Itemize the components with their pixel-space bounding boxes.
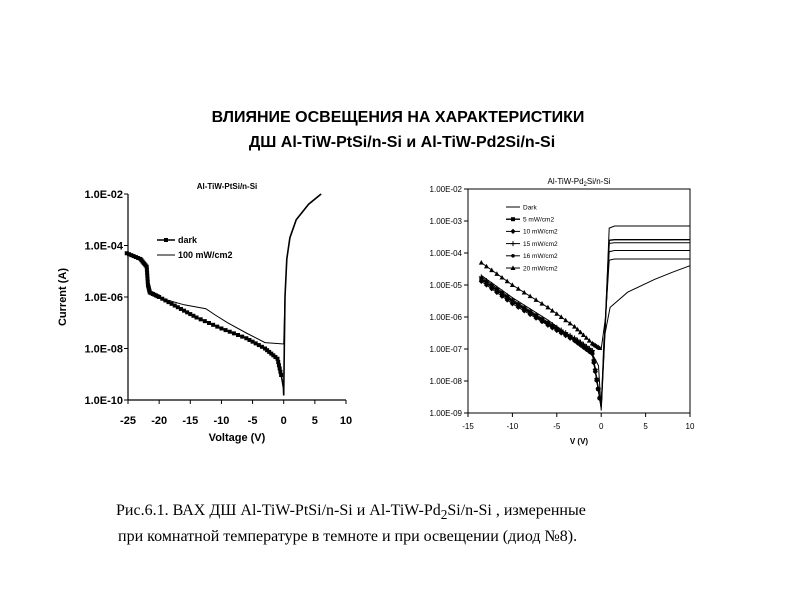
chart1-x-tick-label: -15 (182, 415, 199, 427)
chart2-series-16-mw-cm2-marker (555, 327, 559, 331)
chart1-x-tick-label: 5 (311, 415, 318, 427)
chart2-series-20-mw-cm2-marker (505, 279, 510, 284)
chart2-legend-marker (511, 254, 515, 258)
chart2-y-tick-label: 1.00E-03 (429, 216, 462, 226)
chart2-legend-label-10-mw-cm2: 10 mW/cm2 (523, 228, 558, 236)
chart2-series-20-mw-cm2-marker (559, 314, 564, 319)
chart1-series-100-mw-cm2-line (127, 194, 321, 344)
chart2-y-tick-label: 1.00E-02 (429, 184, 462, 194)
chart2-series-20-mw-cm2-marker (550, 308, 555, 313)
chart2-legend-label-5-mw-cm2: 5 mW/cm2 (523, 216, 555, 224)
chart2-legend-marker (511, 241, 516, 246)
chart2-series-16-mw-cm2-marker (593, 368, 597, 372)
chart2-x-tick-label: 10 (685, 422, 695, 431)
figure-caption-line-2: при комнатной температуре в темноте и при освещении (диод №8). (118, 528, 578, 545)
chart2-title: $Al-TiW-Pd_2Si/n-Si$ (547, 177, 611, 188)
chart2-y-tick-label: 1.00E-08 (429, 376, 462, 386)
slide-title-line-1: ВЛИЯНИЕ ОСВЕЩЕНИЯ НА ХАРАКТЕРИСТИКИ (211, 109, 585, 126)
chart2-plot-frame (468, 189, 690, 413)
chart1-title: Al-TiW-PtSi/n-Si (196, 182, 258, 191)
chart2-series-16-mw-cm2-marker (579, 342, 583, 346)
chart2-series-16-mw-cm2-marker (559, 329, 563, 333)
chart1-legend-label-dark: dark (178, 235, 198, 246)
chart2-x-tick-label: -5 (553, 422, 561, 431)
chart1-series-dark-marker (224, 328, 228, 332)
chart2-series-20-mw-cm2-marker (500, 275, 505, 280)
chart1-y-tick-label: 1.0E-04 (84, 240, 123, 253)
chart2-legend-label-16-mw-cm2: 16 mW/cm2 (523, 253, 558, 261)
chart2-series-20-mw-cm2-marker (554, 311, 559, 316)
chart2-series-20-mw-cm2-marker (528, 294, 533, 299)
chart2-legend-label-15-mw-cm2: 15 mW/cm2 (523, 240, 558, 248)
chart2-series-16-mw-cm2-marker (480, 277, 484, 281)
chart1-x-tick-label: 10 (339, 415, 353, 427)
chart2-series-16-mw-cm2-marker (517, 303, 521, 307)
chart2-series-16-mw-cm2-marker (591, 349, 595, 353)
chart2-x-tick-label: -10 (506, 422, 519, 431)
chart2-series-16-mw-cm2-marker (598, 396, 602, 400)
chart2-series-16-mw-cm2-marker (528, 310, 532, 314)
chart1-y-tick-label: 1.0E-06 (84, 291, 123, 304)
chart1-series-dark-marker (228, 330, 232, 334)
chart2-series-20-mw-cm2-marker (534, 297, 539, 302)
chart1-x-tick-label: -10 (213, 415, 230, 427)
chart2-x-tick-label: -15 (462, 422, 474, 431)
chart1-series-dark-marker (195, 315, 199, 319)
chart2-x-axis-label: V (V) (569, 437, 589, 446)
chart2-series-16-mw-cm2-marker (592, 359, 596, 363)
chart2-series-5-mw-cm2-line (481, 240, 690, 408)
chart2-y-tick-label: 1.00E-04 (429, 248, 462, 258)
chart2-series-16-mw-cm2-marker (522, 306, 526, 310)
chart2-series-20-mw-cm2-marker (540, 301, 545, 306)
chart2-series-15-mw-cm2-line (481, 226, 690, 407)
chart1-series-dark-marker (215, 325, 219, 329)
chart1-series-dark-marker (240, 335, 244, 339)
chart1-series-dark-marker (203, 319, 207, 323)
chart2-series-16-mw-cm2-marker (505, 295, 509, 299)
chart1-series-dark-marker (211, 323, 215, 327)
chart2-x-tick-label: 5 (643, 422, 648, 431)
chart2-series-20-mw-cm2-marker (484, 264, 489, 269)
chart2-series-20-mw-cm2-marker (494, 271, 499, 276)
chart1-y-tick-label: 1.0E-08 (84, 343, 123, 356)
chart2-series-20-mw-cm2-marker (545, 305, 550, 310)
chart2-series-20-mw-cm2-marker (510, 282, 515, 287)
chart2-x-tick-label: 0 (598, 422, 604, 431)
chart2-y-tick-label: 1.00E-06 (429, 312, 462, 322)
chart1-x-tick-label: 0 (280, 415, 287, 427)
chart2-legend-label-dark: Dark (523, 204, 537, 212)
chart2-series-16-mw-cm2-marker (585, 345, 589, 349)
chart2-series-20-mw-cm2-marker (479, 260, 484, 265)
chart2-series-20-mw-cm2-marker (489, 267, 494, 272)
chart2-series-16-mw-cm2-marker (490, 284, 494, 288)
chart2-series-16-mw-cm2-marker (485, 280, 489, 284)
chart2-series-16-mw-cm2-marker (546, 321, 550, 325)
chart2-series-16-mw-cm2-marker (595, 378, 599, 382)
chart2-legend-label-20-mw-cm2: 20 mW/cm2 (523, 265, 558, 273)
caption-subscript: 2 (440, 507, 448, 523)
chart2-series-20-mw-cm2-marker (516, 286, 521, 291)
chart1-series-dark-marker (236, 333, 240, 337)
chart1-y-tick-label: 1.0E-10 (84, 394, 123, 407)
chart2-y-tick-label: 1.00E-07 (429, 344, 462, 354)
chart2-series-16-mw-cm2-marker (551, 324, 555, 328)
chart1-series-dark-marker (219, 326, 223, 330)
slide-title-line-2: ДШ Al-TiW-PtSi/n-Si и Al-TiW-Pd2Si/n-Si (248, 134, 556, 151)
figure-caption-line-1 (116, 502, 586, 523)
chart1-series-dark-marker (207, 321, 211, 325)
chart2-series-16-mw-cm2-marker (534, 314, 538, 318)
caption-part-a: Рис.6.1. ВАХ ДШ Al-TiW-PtSi/n-Si и Al-TiW-Pd (116, 502, 441, 519)
chart2-series-16-mw-cm2-marker (540, 317, 544, 321)
chart1-legend-marker (164, 238, 168, 242)
chart1-x-axis-label: Voltage (V) (208, 432, 266, 444)
chart2-legend-marker (510, 229, 515, 234)
chart1-x-tick-label: -5 (247, 415, 258, 427)
chart1-legend-label-100-mw-cm2: 100 mW/cm2 (178, 250, 233, 261)
chart2-series-16-mw-cm2-marker (500, 292, 504, 296)
chart2-series-20-mw-cm2-marker (522, 290, 527, 295)
caption-part-b: Si/n-Si , измеренные (447, 502, 586, 519)
chart2-series-20-mw-cm2-marker (563, 318, 568, 323)
chart2-series-16-mw-cm2-marker (573, 338, 577, 342)
chart1-series-dark-marker (279, 373, 283, 377)
chart2-y-tick-label: 1.00E-05 (429, 280, 462, 290)
chart2-y-tick-label: 1.00E-09 (429, 408, 462, 418)
chart1-y-axis-label: Current (A) (57, 267, 69, 327)
chart2-series-16-mw-cm2-marker (596, 387, 600, 391)
chart2-series-16-mw-cm2-marker (576, 340, 580, 344)
chart2-series-16-mw-cm2-marker (495, 288, 499, 292)
chart1-series-dark-marker (232, 331, 236, 335)
chart2-series-16-mw-cm2-marker (511, 299, 515, 303)
chart2-series-16-mw-cm2-line (481, 251, 690, 408)
chart1-x-tick-label: -20 (151, 415, 168, 427)
chart1-series-dark-marker (199, 317, 203, 321)
chart2-series-16-mw-cm2-marker (582, 344, 586, 348)
chart1-x-tick-label: -25 (120, 415, 136, 427)
chart1-y-tick-label: 1.0E-02 (84, 188, 123, 201)
chart2-series-16-mw-cm2-marker (588, 347, 592, 351)
chart2-series-16-mw-cm2-marker (568, 335, 572, 339)
chart2-legend-marker (511, 217, 515, 221)
chart2-series-16-mw-cm2-marker (564, 332, 568, 336)
